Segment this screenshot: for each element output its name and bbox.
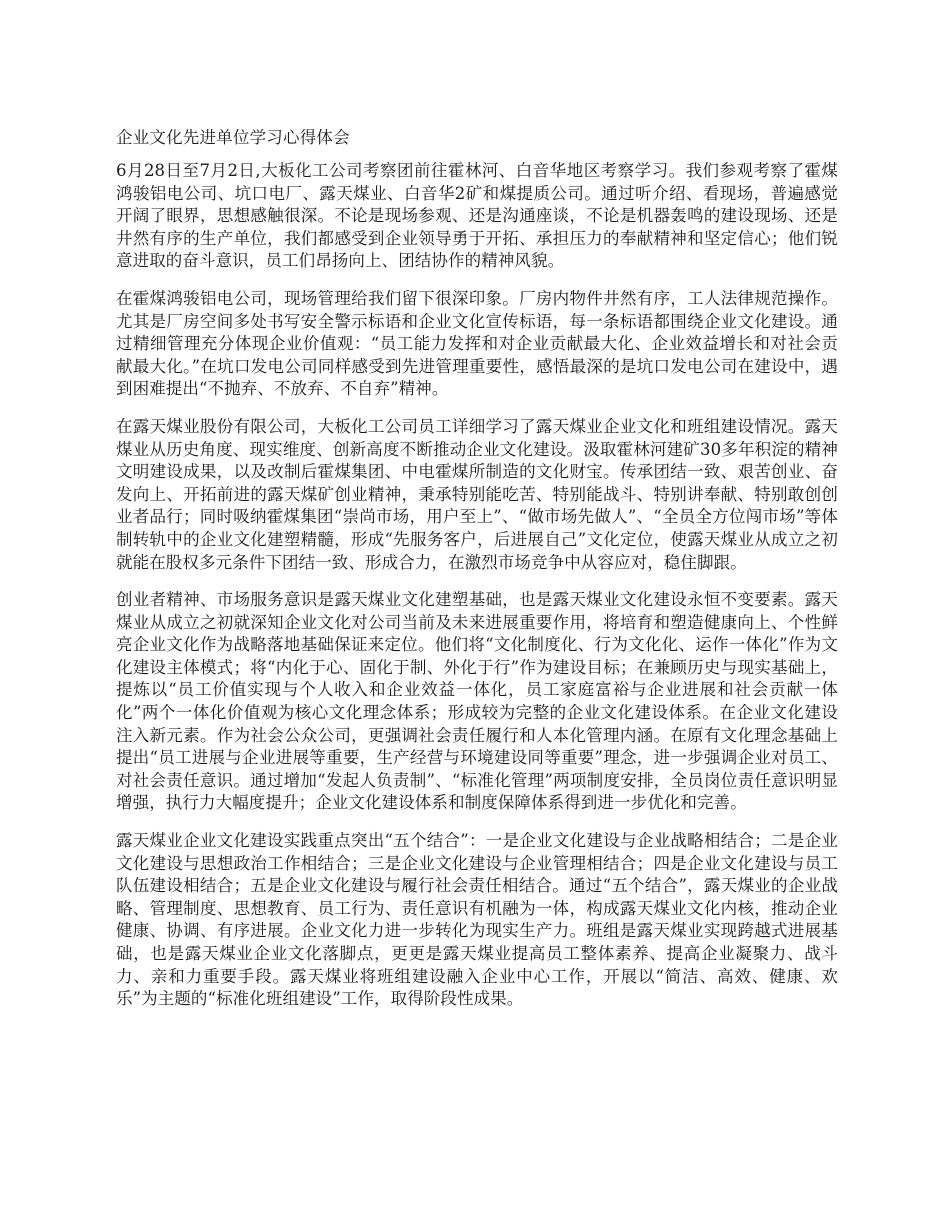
document-title: 企业文化先进单位学习心得体会 bbox=[116, 128, 350, 147]
paragraph-2: 在霍煤鸿骏铝电公司，现场管理给我们留下很深印象。厂房内物件井然有序，工人法律规范操作。尤其是厂房空间多处书写安全警示标语和企业文化宣传标语，每一条标语都围绕企业文化建设。通过精细管理充分体现企业价值观：“员工能力发挥和对企业贡献最大化、企业效益增长和对社会贡献最大化。”在坑口发电公司同样感受到先进管理重要性，感悟最深的是坑口发电公司在建设中，遇到困难提出“不抛弃、不放弃、不自弃”精神。 bbox=[116, 288, 838, 399]
document-page bbox=[116, 126, 838, 1026]
paragraph-4: 创业者精神、市场服务意识是露天煤业文化建塑基础，也是露天煤业文化建设永恒不变要素。露天煤业从成立之初就深知企业文化对公司当前及未来进展重要作用，将培育和塑造健康向上、个性鲜亮企业文化作为战略落地基础保证来定位。他们将“文化制度化、行为文化化、运作一体化”作为文化建设主体模式；将“内化于心、固化于制、外化于行”作为建设目标；在兼顾历史与现实基础上，提炼以“员工价值实现与个人收入和企业效益一体化，员工家庭富裕与企业进展和社会贡献一体化”两个一体化价值观为核心文化理念体系；形成较为完整的企业文化建设体系。在企业文化建设注入新元素。作为社会公众公司，更强调社会责任履行和人本化管理内涵。在原有文化理念基础上提出“员工进展与企业进展等重要，生产经营与环境建设同等重要”理念，进一步强调企业对员工、对社会责任意识。通过增加“发起人负责制”、“标准化管理”两项制度安排，全员岗位责任意识明显增强，执行力大幅度提升；企业文化建设体系和制度保障体系得到进一步优化和完善。 bbox=[116, 590, 838, 813]
paragraph-1: 6月28日至7月2日,大板化工公司考察团前往霍林河、白音华地区考察学习。我们参观考察了霍煤鸿骏铝电公司、坑口电厂、露天煤业、白音华2矿和煤提质公司。通过听介绍、看现场，普遍感觉开阔了眼界，思想感触很深。不论是现场参观、还是沟通座谈，不论是机器轰鸣的建设现场、还是井然有序的生产单位，我们都感受到企业领导勇于开拓、承担压力的奉献精神和坚定信心；他们锐意进取的奋斗意识，员工们昂扬向上、团结协作的精神风貌。 bbox=[116, 161, 838, 271]
paragraph-3: 在露天煤业股份有限公司，大板化工公司员工详细学习了露天煤业企业文化和班组建设情况。露天煤业从历史角度、现实维度、创新高度不断推动企业文化建设。汲取霍林河建矿30多年积淀的精神文明建设成果，以及改制后霍煤集团、中电霍煤所制造的文化财宝。传承团结一致、艰苦创业、奋发向上、开拓前进的露天煤矿创业精神，秉承特别能吃苦、特别能战斗、特别讲奉献、特别敢创创业者品行；同时吸纳霍煤集团“崇尚市场，用户至上”、“做市场先做人”、“全员全方位闯市场”等体制转轨中的企业文化建塑精髓，形成“先服务客户，后进展自己”文化定位，使露天煤业从成立之初就能在股权多元条件下团结一致、形成合力，在激烈市场竞争中从容应对，稳住脚跟。 bbox=[116, 416, 838, 572]
paragraph-5: 露天煤业企业文化建设实践重点突出“五个结合”：一是企业文化建设与企业战略相结合；二是企业文化建设与思想政治工作相结合；三是企业文化建设与企业管理相结合；四是企业文化建设与员工队伍建设相结合；五是企业文化建设与履行社会责任相结合。通过“五个结合”，露天煤业的企业战略、管理制度、思想教育、员工行为、责任意识有机融为一体，构成露天煤业文化内核，推动企业健康、协调、有序进展。企业文化力进一步转化为现实生产力。班组是露天煤业实现跨越式进展基础，也是露天煤业企业文化落脚点，更更是露天煤业提高员工整体素养、提高企业凝聚力、战斗力、亲和力重要手段。露天煤业将班组建设融入企业中心工作，开展以“简洁、高效、健康、欢乐”为主题的“标准化班组建设”工作，取得阶段性成果。 bbox=[116, 831, 838, 1009]
